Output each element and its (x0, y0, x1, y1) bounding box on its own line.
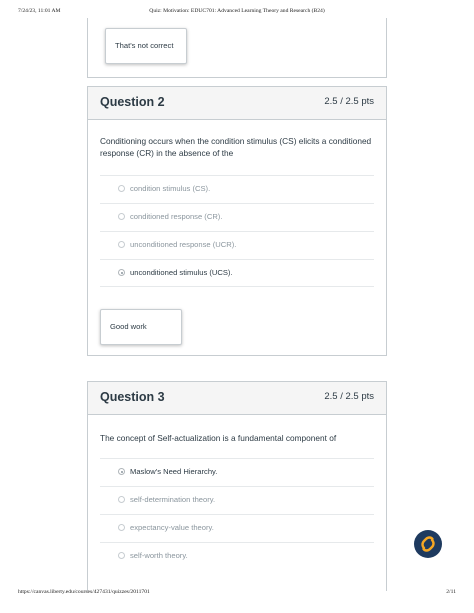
answer-label: condition stimulus (CS). (130, 184, 211, 193)
print-page-number: 2/11 (446, 589, 456, 595)
question-header (88, 87, 386, 120)
feedback-box (100, 309, 182, 345)
print-date: 7/24/23, 11:01 AM (18, 8, 61, 14)
answer-label: self-determination theory. (130, 495, 216, 504)
feedback-text: Good work (110, 322, 147, 331)
answer-option[interactable] (100, 203, 374, 231)
answer-option-selected[interactable] (100, 259, 374, 287)
answer-option[interactable] (100, 175, 374, 203)
question-points: 2.5 / 2.5 pts (324, 391, 374, 402)
question-text: Conditioning occurs when the condition stimulus (CS) elicits a conditioned response (CR) in the absence of the (100, 136, 372, 158)
answer-option-selected[interactable] (100, 458, 374, 486)
print-title: Quiz: Motivation: EDUC701: Advanced Learning Theory and Research (B24) (149, 8, 325, 14)
question-points: 2.5 / 2.5 pts (324, 96, 374, 107)
answer-option[interactable] (100, 486, 374, 514)
answer-label: unconditioned stimulus (UCS). (130, 268, 233, 277)
answer-option[interactable] (100, 231, 374, 259)
question-title: Question 2 (100, 95, 165, 109)
feedback-box (105, 28, 187, 64)
question-header (88, 382, 386, 415)
answer-option[interactable] (100, 542, 374, 570)
link-chain-icon-graphic (414, 530, 442, 558)
radio-button[interactable] (118, 213, 125, 220)
answer-list (100, 458, 374, 570)
radio-button-checked[interactable] (118, 468, 125, 475)
radio-button[interactable] (118, 185, 125, 192)
answer-label: expectancy-value theory. (130, 523, 214, 532)
print-footer (0, 589, 474, 601)
answer-list (100, 175, 374, 287)
feedback-text: That's not correct (115, 41, 174, 50)
question-title: Question 3 (100, 390, 165, 404)
answer-label: self-worth theory. (130, 551, 188, 560)
previous-question-card (87, 18, 387, 78)
answer-label: unconditioned response (UCR). (130, 240, 237, 249)
answer-option[interactable] (100, 514, 374, 542)
radio-button[interactable] (118, 552, 125, 559)
radio-button-checked[interactable] (118, 269, 125, 276)
radio-button[interactable] (118, 241, 125, 248)
answer-label: Maslow's Need Hierarchy. (130, 467, 218, 476)
link-chain-icon[interactable] (414, 530, 442, 558)
print-url: https://canvas.liberty.edu/courses/427431/quizzes/2011701 (18, 589, 150, 595)
question-text: The concept of Self-actualization is a fundamental component of (100, 433, 337, 443)
answer-label: conditioned response (CR). (130, 212, 223, 221)
radio-button[interactable] (118, 524, 125, 531)
question-card-3 (87, 381, 387, 591)
question-card-2 (87, 86, 387, 356)
radio-button[interactable] (118, 496, 125, 503)
